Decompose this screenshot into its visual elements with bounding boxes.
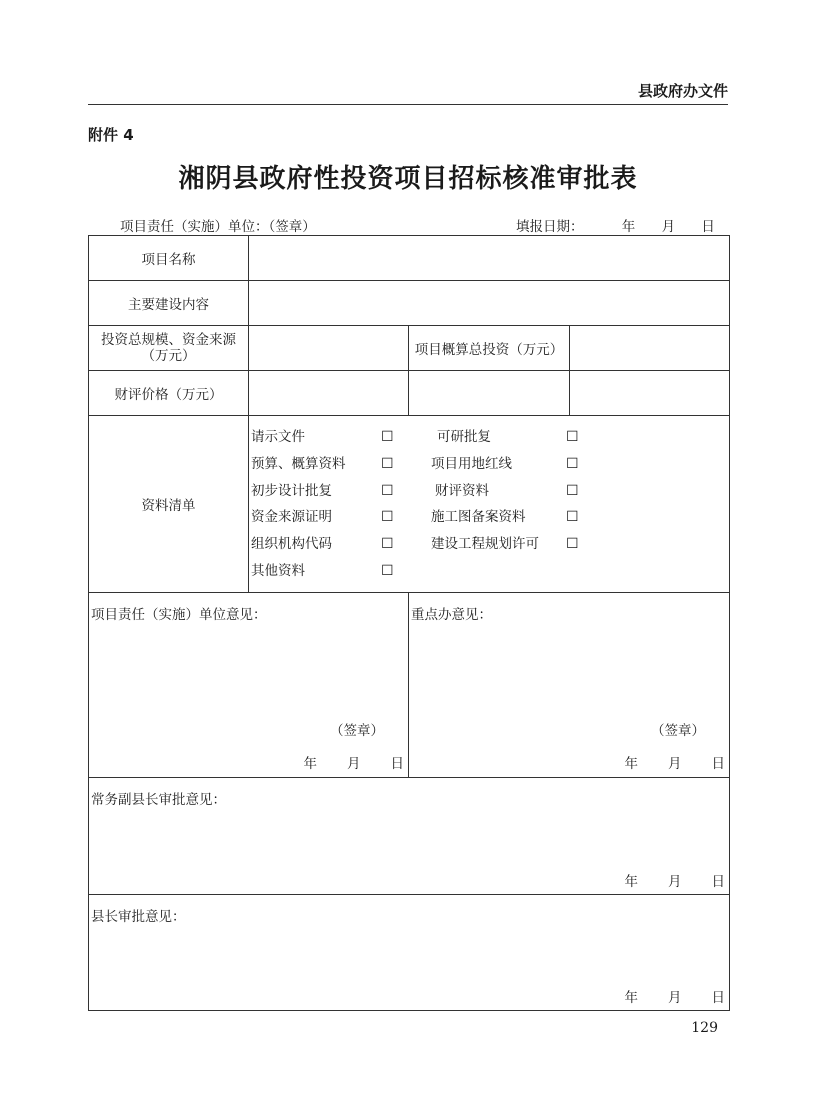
main-content-label: 主要建设内容 [89,281,249,326]
material-item: 可研批复 [437,429,491,445]
responsible-unit-label: 项目责任（实施）单位：（签章） [120,219,316,235]
investment-label [89,326,249,371]
date-day: 日 [711,756,726,772]
checkbox-icon[interactable]: ☐ [566,455,579,472]
date-day: 日 [711,990,726,1006]
eval-price-field-2[interactable] [409,371,570,416]
mayor-opinion-date [625,986,730,1006]
date-year: 年 [303,756,317,772]
material-item: 建设工程规划许可 [431,536,539,553]
row-materials [89,416,730,593]
date-year: 年 [624,874,639,890]
checkbox-icon[interactable]: ☐ [381,429,394,445]
approval-form-table [88,235,730,1011]
date-month: 月 [668,874,682,890]
header-label: 县政府办文件 [637,82,728,100]
material-item: 资金来源证明 [251,509,332,526]
date-day: 日 [711,874,726,890]
checkbox-icon[interactable]: ☐ [381,509,394,526]
material-item: 请示文件 [251,429,305,445]
date-year: 年 [621,219,636,235]
materials-list [249,416,730,593]
material-item: 财评资料 [435,482,489,499]
checkbox-icon[interactable]: ☐ [566,482,579,499]
checkbox-icon[interactable]: ☐ [381,482,394,499]
row-main-content [89,281,730,326]
date-day: 日 [390,756,404,772]
investment-label-line2: （万元） [141,348,196,364]
materials-label: 资料清单 [89,416,249,593]
date-month: 月 [347,756,361,772]
checkbox-icon[interactable]: ☐ [381,455,394,472]
unit-opinion-label: 项目责任（实施）单位意见： [91,607,267,623]
fill-date-label: 填报日期： [516,219,584,235]
key-office-opinion-date [625,752,730,772]
project-name-label: 项目名称 [89,236,249,281]
unit-opinion-cell[interactable] [89,593,409,778]
vice-mayor-opinion-cell[interactable] [89,778,730,895]
row-mayor [89,895,730,1011]
date-month: 月 [668,756,682,772]
row-investment [89,326,730,371]
key-office-opinion-label: 重点办意见： [411,607,492,623]
project-name-field[interactable] [249,236,730,281]
document-title: 湘阴县政府性投资项目招标核准审批表 [178,164,638,194]
attachment-label: 附件 4 [88,126,134,144]
page-number: 129 [691,1020,718,1036]
material-item: 预算、概算资料 [251,455,346,472]
checkbox-icon[interactable]: ☐ [381,562,394,579]
key-office-opinion-cell[interactable] [409,593,730,778]
checkbox-icon[interactable]: ☐ [566,509,579,526]
material-item: 初步设计批复 [251,482,332,499]
vice-mayor-opinion-date [625,870,730,890]
eval-price-field-3[interactable] [570,371,730,416]
checkbox-icon[interactable]: ☐ [566,429,579,445]
budget-total-label: 项目概算总投资（万元） [409,326,570,371]
material-item: 其他资料 [251,562,305,579]
investment-label-line1: 投资总规模、资金来源 [101,332,236,348]
investment-field[interactable] [249,326,409,371]
main-content-field[interactable] [249,281,730,326]
row-eval-price [89,371,730,416]
material-item: 组织机构代码 [251,536,332,553]
eval-price-field[interactable] [249,371,409,416]
date-month: 月 [661,219,676,235]
row-opinions [89,593,730,778]
date-day: 日 [701,219,715,235]
date-month: 月 [668,990,682,1006]
fill-date [510,215,715,235]
key-office-seal-label: （签章） [651,723,706,739]
mayor-opinion-cell[interactable] [89,895,730,1011]
checkbox-icon[interactable]: ☐ [381,536,394,553]
mayor-opinion-label: 县长审批意见： [91,909,186,925]
budget-total-field[interactable] [570,326,730,371]
eval-price-label: 财评价格（万元） [89,371,249,416]
row-vice-mayor [89,778,730,895]
date-year: 年 [624,990,639,1006]
unit-opinion-date [304,752,409,772]
header-rule [88,104,728,105]
unit-seal-label: （签章） [330,723,384,739]
vice-mayor-opinion-label: 常务副县长审批意见： [91,792,226,808]
checkbox-icon[interactable]: ☐ [566,536,579,553]
date-year: 年 [624,756,639,772]
material-item: 项目用地红线 [431,455,512,472]
material-item: 施工图备案资料 [431,509,526,526]
row-project-name [89,236,730,281]
